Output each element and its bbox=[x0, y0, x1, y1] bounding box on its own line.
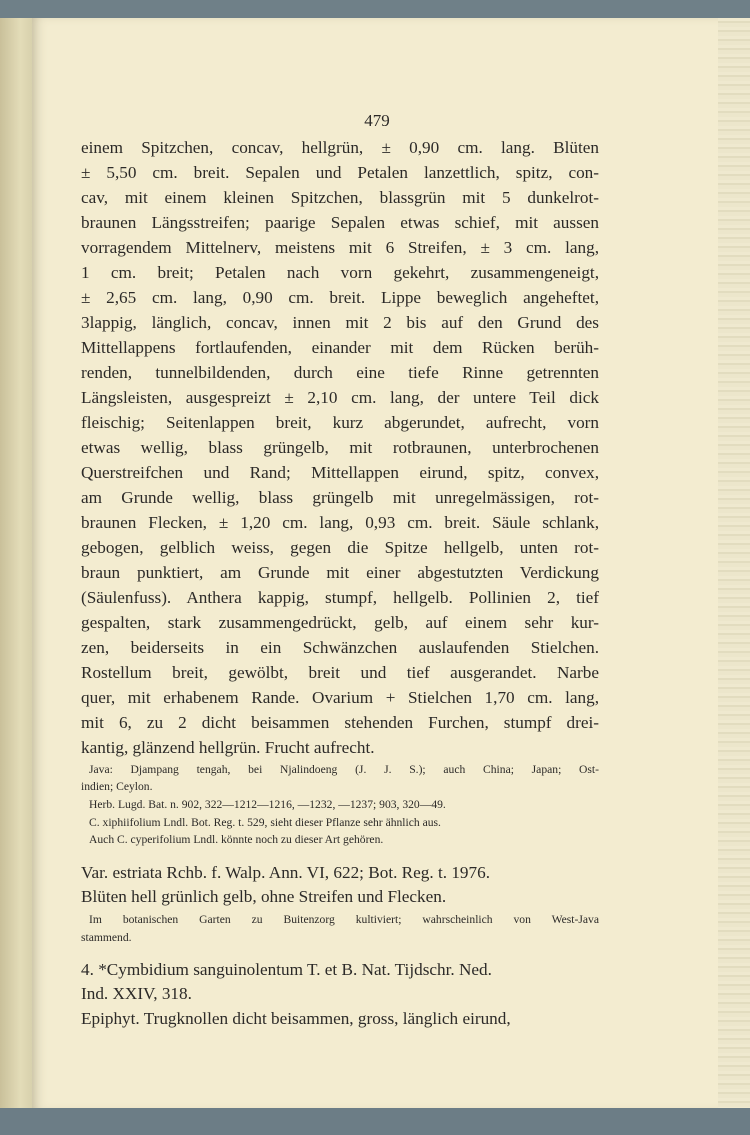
body-line: gebogen, gelblich weiss, gegen die Spitze hellgelb, unten rot- bbox=[81, 538, 599, 557]
book-page bbox=[32, 18, 722, 1110]
note-line: Auch C. cyperifolium Lndl. könnte noch zu dieser Art gehören. bbox=[89, 833, 384, 846]
note-line: indien; Ceylon. bbox=[81, 780, 153, 793]
body-line: Längsleisten, ausgespreizt ± 2,10 cm. lang, der untere Teil dick bbox=[81, 388, 599, 407]
species-description: Epiphyt. Trugknollen dicht beisammen, gross, länglich eirund, bbox=[81, 1009, 511, 1028]
body-line: einem Spitzchen, concav, hellgrün, ± 0,90 cm. lang. Blüten bbox=[81, 138, 599, 157]
variety-heading: Var. estriata Rchb. f. Walp. Ann. VI, 622; Bot. Reg. t. 1976. bbox=[81, 863, 491, 882]
page-fore-edge bbox=[718, 18, 750, 1110]
note-line: Im botanischen Garten zu Buitenzorg kultiviert; wahrscheinlich von West-Java bbox=[89, 913, 599, 926]
body-line: Rostellum breit, gewölbt, breit und tief ausgerandet. Narbe bbox=[81, 663, 599, 682]
body-line: kantig, glänzend hellgrün. Frucht aufrecht. bbox=[81, 738, 375, 757]
body-line: zen, beiderseits in ein Schwänzchen auslaufenden Stielchen. bbox=[81, 638, 599, 657]
body-line: Querstreifchen und Rand; Mittellappen eirund, spitz, convex, bbox=[81, 463, 599, 482]
page-gutter bbox=[0, 18, 34, 1110]
body-line: renden, tunnelbildenden, durch eine tiefe Rinne getrennten bbox=[81, 363, 599, 382]
body-line: 3lappig, länglich, concav, innen mit 2 bis auf den Grund des bbox=[81, 313, 599, 332]
body-line: braun punktiert, am Grunde mit einer abgestutzten Verdickung bbox=[81, 563, 599, 582]
note-line: stammend. bbox=[81, 931, 132, 944]
scan-border-top bbox=[0, 0, 750, 20]
body-line: ± 5,50 cm. breit. Sepalen und Petalen lanzettlich, spitz, con- bbox=[81, 163, 599, 182]
body-line: quer, mit erhabenem Rande. Ovarium + Stielchen 1,70 cm. lang, bbox=[81, 688, 599, 707]
variety-description: Blüten hell grünlich gelb, ohne Streifen und Flecken. bbox=[81, 887, 447, 906]
page-number: 479 bbox=[364, 111, 390, 130]
body-line: braunen Längsstreifen; paarige Sepalen etwas schief, mit aussen bbox=[81, 213, 599, 232]
body-line: gespalten, stark zusammengedrückt, gelb, auf einem sehr kur- bbox=[81, 613, 599, 632]
body-line: ± 2,65 cm. lang, 0,90 cm. breit. Lippe beweglich angeheftet, bbox=[81, 288, 599, 307]
body-line: fleischig; Seitenlappen breit, kurz abgerundet, aufrecht, vorn bbox=[81, 413, 599, 432]
note-line: C. xiphiifolium Lndl. Bot. Reg. t. 529, sieht dieser Pflanze sehr ähnlich aus. bbox=[89, 816, 441, 829]
body-line: Mittellappens fortlaufenden, einander mit dem Rücken berüh- bbox=[81, 338, 599, 357]
body-line: cav, mit einem kleinen Spitzchen, blassgrün mit 5 dunkelrot- bbox=[81, 188, 599, 207]
body-line: mit 6, zu 2 dicht beisammen stehenden Furchen, stumpf drei- bbox=[81, 713, 599, 732]
body-line: vorragendem Mittelnerv, meistens mit 6 Streifen, ± 3 cm. lang, bbox=[81, 238, 599, 257]
body-line: (Säulenfuss). Anthera kappig, stumpf, hellgelb. Pollinien 2, tief bbox=[81, 588, 599, 607]
body-line: etwas wellig, blass grüngelb, mit rotbraunen, unterbrochenen bbox=[81, 438, 599, 457]
species-heading: 4. *Cymbidium sanguinolentum T. et B. Nat. Tijdschr. Ned. bbox=[81, 960, 492, 979]
body-line: 1 cm. breit; Petalen nach vorn gekehrt, zusammengeneigt, bbox=[81, 263, 599, 282]
species-reference: Ind. XXIV, 318. bbox=[81, 984, 192, 1003]
body-line: braunen Flecken, ± 1,20 cm. lang, 0,93 cm. breit. Säule schlank, bbox=[81, 513, 599, 532]
note-line: Herb. Lugd. Bat. n. 902, 322—1212—1216, —1232, —1237; 903, 320—49. bbox=[89, 798, 446, 811]
body-line: am Grunde wellig, blass grüngelb mit unregelmässigen, rot- bbox=[81, 488, 599, 507]
note-line: Java: Djampang tengah, bei Njalindoeng (J. J. S.); auch China; Japan; Ost- bbox=[89, 763, 599, 776]
scan-border-bottom bbox=[0, 1108, 750, 1135]
